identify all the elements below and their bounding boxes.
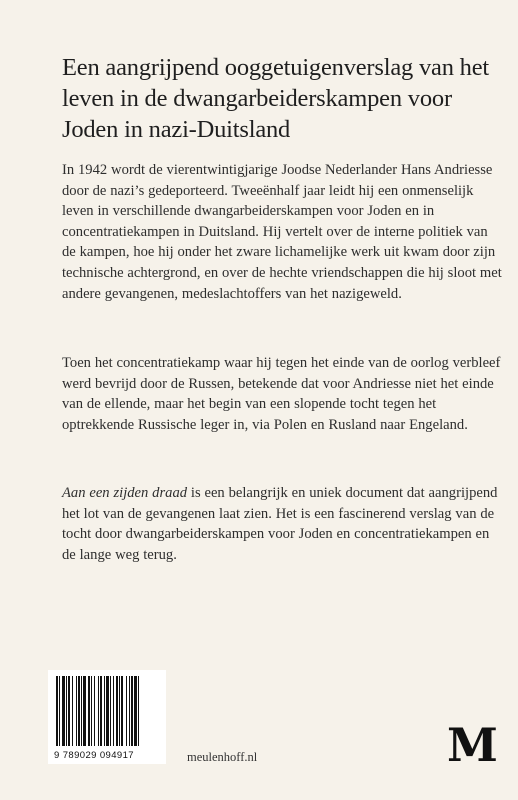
isbn-number: 9 789029 094917 [54, 750, 134, 761]
barcode-bar [76, 676, 77, 746]
barcode-bar [116, 676, 118, 746]
barcode-bar [134, 676, 137, 746]
publisher-website: meulenhoff.nl [187, 750, 258, 764]
barcode-bars [54, 676, 160, 748]
barcode-bar [106, 676, 109, 746]
barcode-bar [129, 676, 130, 746]
barcode-bar [138, 676, 139, 746]
barcode [48, 670, 166, 764]
barcode-bar [81, 676, 82, 746]
publisher-logo: M [447, 718, 498, 772]
barcode-bar [78, 676, 80, 746]
barcode-bar [91, 676, 92, 746]
barcode-bar [68, 676, 70, 746]
barcode-bar [100, 676, 102, 746]
headline: Een aangrijpend ooggetuigenverslag van het leven in de dwangarbeiderskampen voor Joden in nazi-Duitsland [62, 54, 490, 143]
barcode-bar [59, 676, 60, 746]
barcode-bar [56, 676, 58, 746]
paragraph-1: In 1942 wordt de vierentwintigjarige Joodse Nederlander Hans Andriesse door de nazi’s gedeporteerd. Tweeënhalf jaar leidt hij een onmenselijk leven in verschillende dwangarbeiderskampen voor Joden en in concentratiekampen in Duitsland. Hij vertelt over de interne politiek van de kampen, hoe hij onder het zware lichamelijke werk uit kwam door zijn technische achtergrond, en over de hechte vriendschappen die hij sloot met andere gevangenen, medeslachtoffers van het nazigeweld. [62, 162, 502, 302]
barcode-bar [131, 676, 133, 746]
barcode-bar [98, 676, 99, 746]
barcode-bar [121, 676, 123, 746]
barcode-bar [62, 676, 65, 746]
barcode-bar [104, 676, 105, 746]
paragraph-2: Toen het concentratiekamp waar hij tegen het einde van de oorlog verbleef werd bevrijd door de Russen, betekende dat voor Andriesse niet het einde van de ellende, maar het begin van een slopende tocht tegen het optrekkende Russische leger in, via Polen en Rusland naar Engeland. [62, 355, 501, 433]
barcode-bar [126, 676, 127, 746]
barcode-bar [72, 676, 73, 746]
barcode-bar [94, 676, 95, 746]
barcode-bar [88, 676, 90, 746]
barcode-bar [66, 676, 67, 746]
barcode-bar [83, 676, 86, 746]
book-title: Aan een zijden draad [62, 485, 188, 501]
paragraph-3-text: is een belangrijk en uniek document dat aangrijpend het lot van de gevangenen laat zien. Het is een fascinerend verslag van de tocht door dwangarbeiderskampen voor Joden en concentratiekampen en de lange weg terug. [62, 485, 498, 563]
barcode-bar [113, 676, 114, 746]
paragraph-3 [62, 483, 502, 565]
barcode-bar [119, 676, 120, 746]
barcode-bar [110, 676, 111, 746]
